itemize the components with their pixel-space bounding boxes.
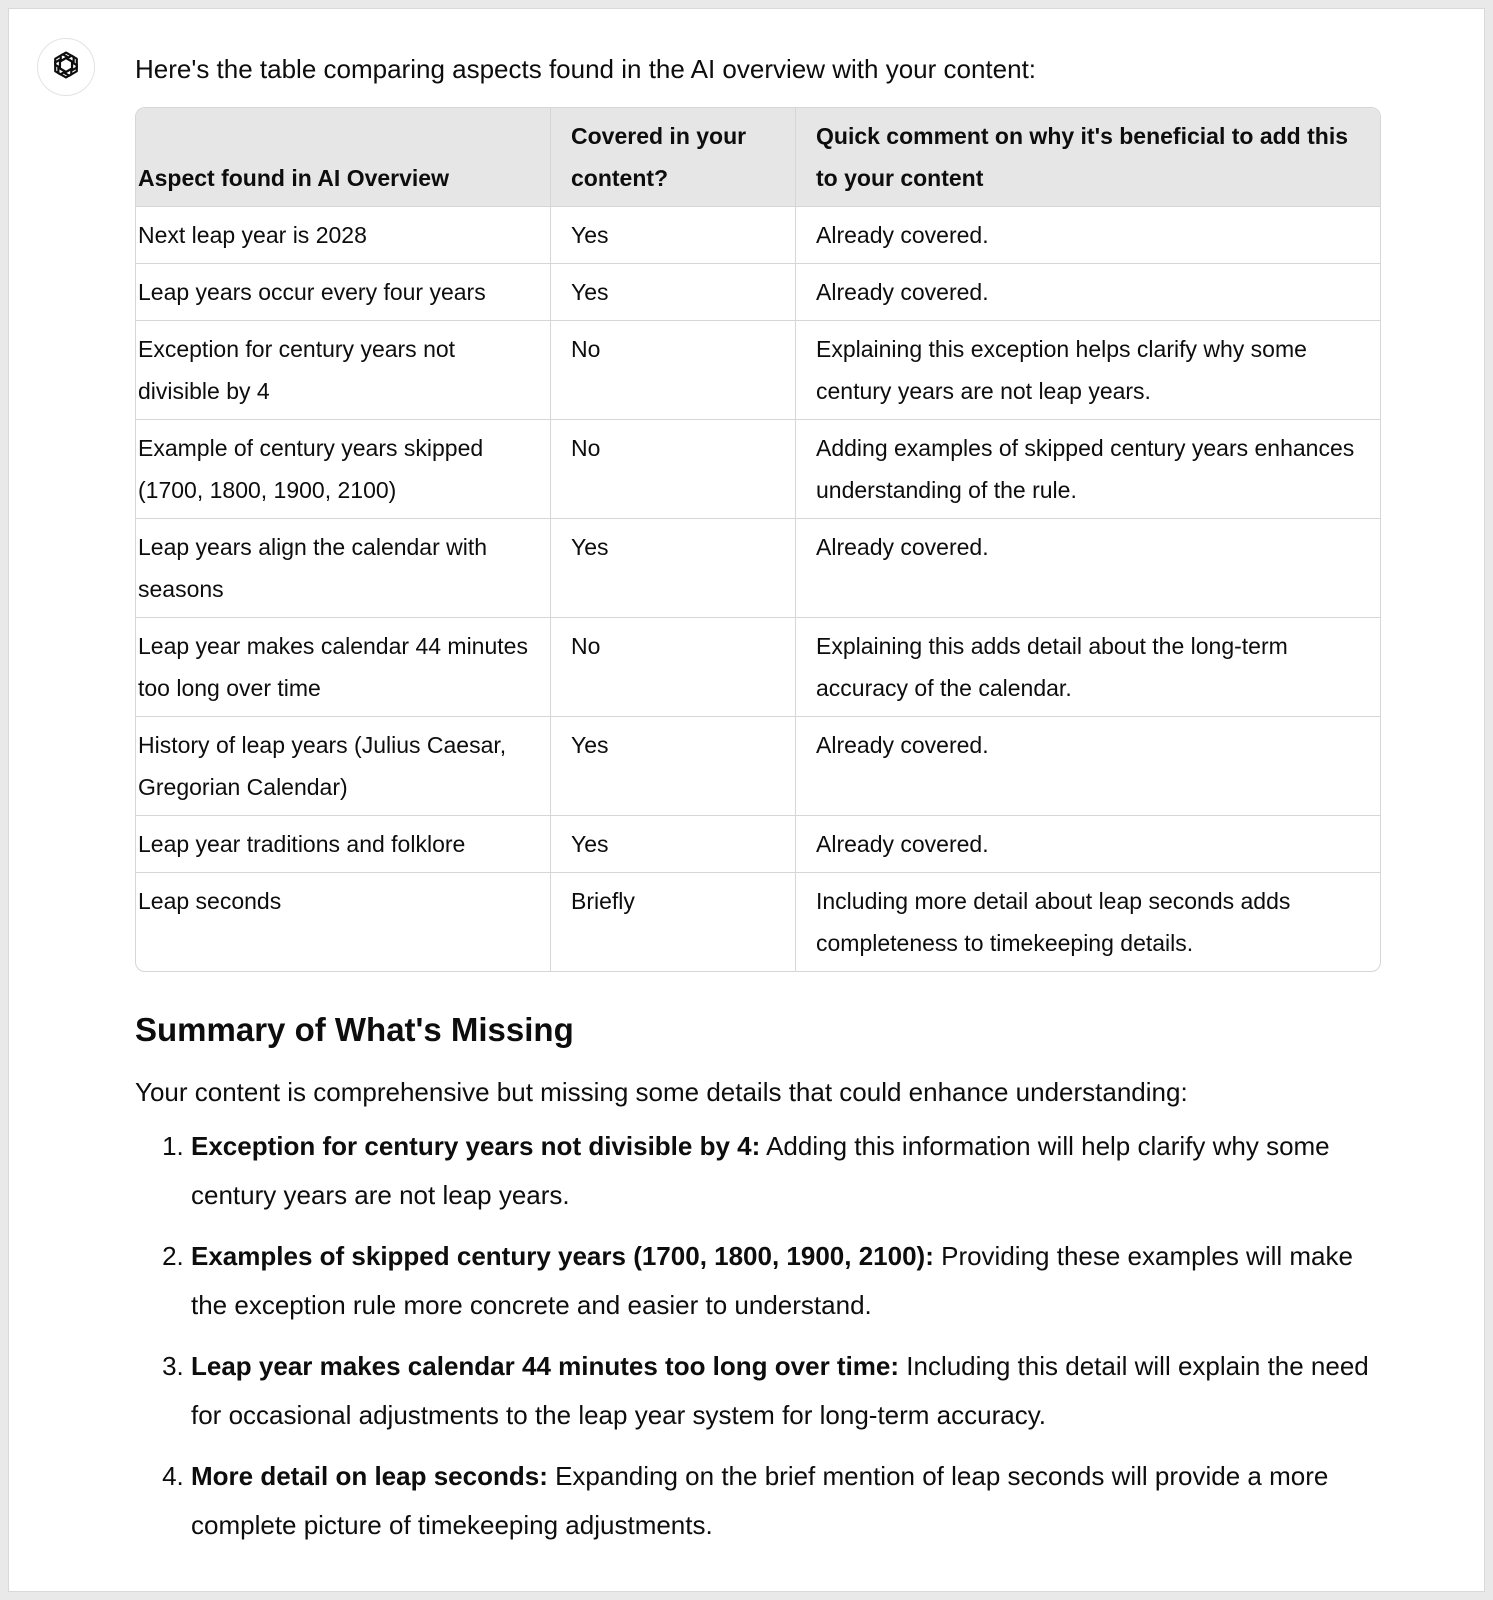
comparison-table (135, 107, 1381, 972)
table-cell-aspect: History of leap years (Julius Caesar, Gregorian Calendar) (136, 717, 550, 816)
table-cell-comment: Including more detail about leap seconds adds completeness to timekeeping details. (795, 873, 1380, 971)
table-cell-aspect: Next leap year is 2028 (136, 207, 550, 264)
table-cell-covered: Briefly (550, 873, 795, 971)
table-row (136, 519, 1380, 618)
table-header-row (136, 108, 1380, 207)
table-cell-aspect: Leap year traditions and folklore (136, 816, 550, 873)
list-item-text: Adding this information will help clarify why some century years are not leap years. (191, 1131, 1330, 1210)
table-cell-comment: Already covered. (795, 717, 1380, 816)
table-cell-comment: Already covered. (795, 816, 1380, 873)
table-row (136, 618, 1380, 717)
table-cell-aspect: Leap seconds (138, 888, 282, 914)
table-row (136, 207, 1380, 264)
assistant-avatar (37, 38, 95, 96)
list-item-text: Including this detail will explain the need for occasional adjustments to the leap year system for long-term accuracy. (191, 1351, 1369, 1430)
list-item-title: Examples of skipped century years (1700, 1800, 1900, 2100): (191, 1241, 934, 1271)
table-cell-covered: Yes (550, 816, 795, 873)
table-cell-comment: Already covered. (795, 519, 1380, 618)
list-item-title: Leap year makes calendar 44 minutes too long over time: (191, 1351, 900, 1381)
table-cell-aspect: Example of century years skipped (1700, 1800, 1900, 2100) (136, 420, 550, 519)
table-row (136, 816, 1380, 873)
list-item (191, 1122, 1385, 1220)
table-cell-aspect: Leap years occur every four years (136, 264, 550, 321)
table-cell-covered: Yes (550, 264, 795, 321)
table-cell-comment: Adding examples of skipped century years enhances understanding of the rule. (795, 420, 1380, 519)
list-item-text: Expanding on the brief mention of leap seconds will provide a more complete picture of timekeeping adjustments. (191, 1461, 1329, 1540)
table-cell-aspect: Leap year makes calendar 44 minutes too long over time (136, 618, 550, 717)
table-cell-aspect: Leap years align the calendar with seasons (136, 519, 550, 618)
summary-intro: Your content is comprehensive but missing some details that could enhance understanding: (135, 1077, 1188, 1107)
intro-text: Here's the table comparing aspects found in the AI overview with your content: (135, 54, 1037, 84)
table-header-comment: Quick comment on why it's beneficial to add this to your content (795, 108, 1380, 207)
table-cell-comment: Already covered. (795, 264, 1380, 321)
table-cell-covered: No (550, 420, 795, 519)
table-row (136, 420, 1380, 519)
table-cell-covered: Yes (550, 717, 795, 816)
table-cell-comment: Explaining this exception helps clarify why some century years are not leap years. (795, 321, 1380, 420)
table-cell-covered: No (550, 321, 795, 420)
list-item-text: Providing these examples will make the exception rule more concrete and easier to understand. (191, 1241, 1353, 1320)
table-row (136, 264, 1380, 321)
table-cell-aspect: Exception for century years not divisible by 4 (136, 321, 550, 420)
list-item-title: More detail on leap seconds: (191, 1461, 548, 1491)
table-cell-covered: Yes (550, 207, 795, 264)
message-content (135, 49, 1385, 1562)
list-item (191, 1342, 1385, 1440)
table-header-aspect: Aspect found in AI Overview (136, 108, 550, 207)
list-item (191, 1452, 1385, 1550)
missing-items-list (135, 1122, 1385, 1550)
table-cell-covered: Yes (550, 519, 795, 618)
table-cell-covered: No (550, 618, 795, 717)
list-item-title: Exception for century years not divisible by 4: (191, 1131, 761, 1161)
table-row (136, 873, 1380, 971)
table-header-covered: Covered in your content? (550, 108, 795, 207)
list-item (191, 1232, 1385, 1330)
table-row (136, 717, 1380, 816)
table-cell-comment: Already covered. (795, 207, 1380, 264)
assistant-message-card (8, 8, 1485, 1592)
openai-logo-icon (49, 48, 83, 87)
table-cell-comment: Explaining this adds detail about the long-term accuracy of the calendar. (795, 618, 1380, 717)
table-row (136, 321, 1380, 420)
summary-heading: Summary of What's Missing (135, 1011, 574, 1048)
